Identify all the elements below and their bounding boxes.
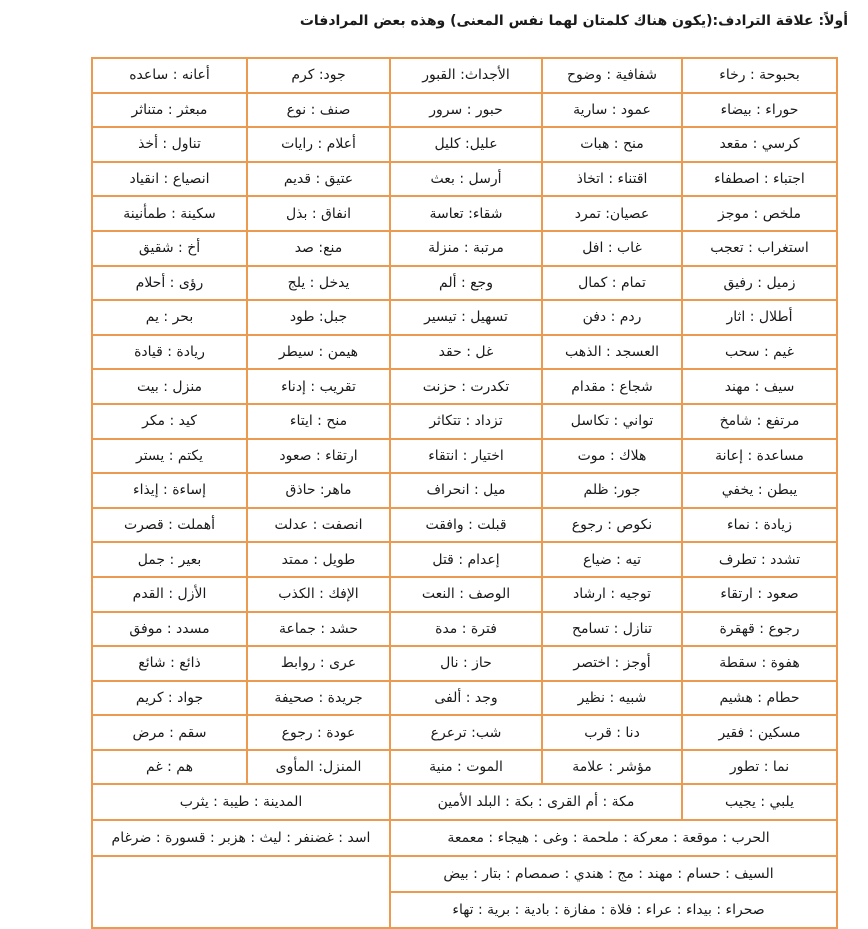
- synonym-cell: قبلت : وافقت: [390, 508, 542, 543]
- synonym-cell: عتيق : قديم: [247, 162, 390, 197]
- synonym-cell: تزداد : تتكاثر: [390, 404, 542, 439]
- synonym-cell: كيد : مكر: [92, 404, 247, 439]
- synonym-cell: تشدد : تطرف: [682, 542, 837, 577]
- synonym-cell: جود: كرم: [247, 58, 390, 93]
- synonym-cell: غيم : سحب: [682, 335, 837, 370]
- synonym-cell: سيف : مهند: [682, 369, 837, 404]
- table-row: [92, 266, 837, 301]
- synonym-cell: جواد : كريم: [92, 681, 247, 716]
- synonym-cell: جريدة : صحيفة: [247, 681, 390, 716]
- synonym-cell: منح : ايتاء: [247, 404, 390, 439]
- synonym-cell: شفافية : وضوح: [542, 58, 682, 93]
- table-row: [92, 404, 837, 439]
- empty-cell: [92, 856, 390, 928]
- synonym-cell: ماهر: حاذق: [247, 473, 390, 508]
- synonym-cell: شبيه : نظير: [542, 681, 682, 716]
- synonym-cell: وجع : ألم: [390, 266, 542, 301]
- synonym-cell: فترة : مدة: [390, 612, 542, 647]
- synonym-cell: مرتفع : شامخ: [682, 404, 837, 439]
- synonym-cell: هيمن : سيطر: [247, 335, 390, 370]
- synonym-cell: أهملت : قصرت: [92, 508, 247, 543]
- synonym-cell: منح : هبات: [542, 127, 682, 162]
- table-row: [92, 93, 837, 128]
- synonym-cell: منزل : بيت: [92, 369, 247, 404]
- synonym-cell: إساءة : إيذاء: [92, 473, 247, 508]
- table-row: [92, 127, 837, 162]
- synonym-cell: بحبوحة : رخاء: [682, 58, 837, 93]
- synonym-cell: سقم : مرض: [92, 715, 247, 750]
- synonym-cell: يلبي : يجيب: [682, 784, 837, 820]
- synonym-cell: تسهيل : تيسير: [390, 300, 542, 335]
- synonym-cell: زميل : رفيق: [682, 266, 837, 301]
- synonym-cell: عليل: كليل: [390, 127, 542, 162]
- synonym-cell: مساعدة : إعانة: [682, 439, 837, 474]
- synonym-cell: حاز : نال: [390, 646, 542, 681]
- table-row: [92, 646, 837, 681]
- synonym-cell: نكوص : رجوع: [542, 508, 682, 543]
- synonym-cell: أوجز : اختصر: [542, 646, 682, 681]
- synonym-cell: غل : حقد: [390, 335, 542, 370]
- table-row: [92, 196, 837, 231]
- synonym-cell: الأزل : القدم: [92, 577, 247, 612]
- synonym-cell: تناول : أخذ: [92, 127, 247, 162]
- synonym-cell: تقريب : إدناء: [247, 369, 390, 404]
- synonym-cell: اقتناء : اتخاذ: [542, 162, 682, 197]
- synonym-cell: استغراب : تعجب: [682, 231, 837, 266]
- synonym-cell: تواني : تكاسل: [542, 404, 682, 439]
- synonym-cell: أطلال : اثار: [682, 300, 837, 335]
- synonym-cell: صحراء : بيداء : عراء : فلاة : مفازة : بادية : برية : تهاء: [390, 892, 837, 928]
- synonym-cell: اجتباء : اصطفاء: [682, 162, 837, 197]
- synonym-cell: هلاك : موت: [542, 439, 682, 474]
- table-row: [92, 508, 837, 543]
- synonym-cell: مسكين : فقير: [682, 715, 837, 750]
- synonym-cell: ملخص : موجز: [682, 196, 837, 231]
- synonym-cell: منع: صد: [247, 231, 390, 266]
- synonym-cell: حشد : جماعة: [247, 612, 390, 647]
- synonym-cell: دنا : قرب: [542, 715, 682, 750]
- synonym-cell: بعير : جمل: [92, 542, 247, 577]
- table-row: [92, 612, 837, 647]
- table-row: [92, 715, 837, 750]
- synonym-cell: مسدد : موفق: [92, 612, 247, 647]
- synonym-cell: جبل: طود: [247, 300, 390, 335]
- synonyms-table-body: [92, 58, 837, 928]
- synonym-cell: مكة : أم القرى : بكة : البلد الأمين: [390, 784, 682, 820]
- synonym-cell: مبعثر : متناثر: [92, 93, 247, 128]
- synonym-cell: ردم : دفن: [542, 300, 682, 335]
- synonym-cell: صنف : نوع: [247, 93, 390, 128]
- synonym-cell: انفاق : بذل: [247, 196, 390, 231]
- synonym-cell: ريادة : قيادة: [92, 335, 247, 370]
- synonym-cell: شجاع : مقدام: [542, 369, 682, 404]
- synonym-cell: تيه : ضياع: [542, 542, 682, 577]
- synonym-cell: جور: ظلم: [542, 473, 682, 508]
- synonym-cell: مؤشر : علامة: [542, 750, 682, 785]
- table-row: [92, 542, 837, 577]
- table-row: [92, 784, 837, 820]
- synonym-cell: سكينة : طمأنينة: [92, 196, 247, 231]
- synonym-cell: صعود : ارتقاء: [682, 577, 837, 612]
- synonym-cell: عمود : سارية: [542, 93, 682, 128]
- synonym-cell: حبور : سرور: [390, 93, 542, 128]
- synonym-cell: تنازل : تسامح: [542, 612, 682, 647]
- synonym-cell: السيف : حسام : مهند : مج : هندي : صمصام : بتار : بيض: [390, 856, 837, 892]
- synonym-cell: تكدرت : حزنت: [390, 369, 542, 404]
- synonym-cell: رجوع : قهقرة: [682, 612, 837, 647]
- synonym-cell: زيادة : نماء: [682, 508, 837, 543]
- table-row: [92, 369, 837, 404]
- synonym-cell: أرسل : بعث: [390, 162, 542, 197]
- synonym-cell: عودة : رجوع: [247, 715, 390, 750]
- synonym-cell: يبطن : يخفي: [682, 473, 837, 508]
- synonym-cell: أعانه : ساعده: [92, 58, 247, 93]
- synonym-cell: عرى : روابط: [247, 646, 390, 681]
- synonym-cell: أعلام : رايات: [247, 127, 390, 162]
- table-row: [92, 681, 837, 716]
- synonym-cell: بحر : يم: [92, 300, 247, 335]
- synonym-cell: أخ : شقيق: [92, 231, 247, 266]
- synonym-cell: اختيار : انتقاء: [390, 439, 542, 474]
- synonym-cell: طويل : ممتد: [247, 542, 390, 577]
- synonym-cell: حطام : هشيم: [682, 681, 837, 716]
- table-row: [92, 300, 837, 335]
- synonym-cell: انصفت : عدلت: [247, 508, 390, 543]
- table-row: [92, 577, 837, 612]
- synonym-cell: المنزل: المأوى: [247, 750, 390, 785]
- table-row: [92, 856, 837, 892]
- synonym-cell: يدخل : يلج: [247, 266, 390, 301]
- synonym-cell: تمام : كمال: [542, 266, 682, 301]
- table-row: [92, 750, 837, 785]
- synonym-cell: العسجد : الذهب: [542, 335, 682, 370]
- table-row: [92, 162, 837, 197]
- synonym-cell: شب: ترعرع: [390, 715, 542, 750]
- synonym-cell: مرتبة : منزلة: [390, 231, 542, 266]
- synonym-cell: هفوة : سقطة: [682, 646, 837, 681]
- table-row: [92, 335, 837, 370]
- synonym-cell: كرسي : مقعد: [682, 127, 837, 162]
- synonym-cell: إعدام : قتل: [390, 542, 542, 577]
- synonym-cell: وجد : ألفى: [390, 681, 542, 716]
- synonym-cell: حوراء : بيضاء: [682, 93, 837, 128]
- table-row: [92, 58, 837, 93]
- synonym-cell: غاب : افل: [542, 231, 682, 266]
- synonym-cell: ميل : انحراف: [390, 473, 542, 508]
- synonym-cell: رؤى : أحلام: [92, 266, 247, 301]
- cropped-top-text: [268, 0, 828, 1]
- table-row: [92, 820, 837, 856]
- synonym-cell: هم : غم: [92, 750, 247, 785]
- table-row: [92, 231, 837, 266]
- synonym-cell: توجيه : ارشاد: [542, 577, 682, 612]
- synonym-cell: الحرب : موقعة : معركة : ملحمة : وغى : هيجاء : معمعة: [390, 820, 837, 856]
- synonym-cell: الموت : منية: [390, 750, 542, 785]
- synonym-cell: عصيان: تمرد: [542, 196, 682, 231]
- synonym-cell: ذائع : شائع: [92, 646, 247, 681]
- table-row: [92, 473, 837, 508]
- synonym-cell: ارتقاء : صعود: [247, 439, 390, 474]
- synonym-cell: الأجداث: القبور: [390, 58, 542, 93]
- synonym-cell: انصياع : انقياد: [92, 162, 247, 197]
- synonym-cell: نما : تطور: [682, 750, 837, 785]
- synonyms-table: [91, 57, 838, 929]
- section-heading: أولاً: علاقة الترادف:(يكون هناك كلمتان لهما نفس المعنى) وهذه بعض المرادفات: [299, 13, 848, 29]
- synonym-cell: الإفك : الكذب: [247, 577, 390, 612]
- synonym-cell: يكتم : يستر: [92, 439, 247, 474]
- table-row: [92, 439, 837, 474]
- synonym-cell: الوصف : النعت: [390, 577, 542, 612]
- synonym-cell: شقاء: تعاسة: [390, 196, 542, 231]
- synonym-cell: المدينة : طيبة : يثرب: [92, 784, 390, 820]
- synonym-cell: اسد : غضنفر : ليث : هزبر : قسورة : ضرغام: [92, 820, 390, 856]
